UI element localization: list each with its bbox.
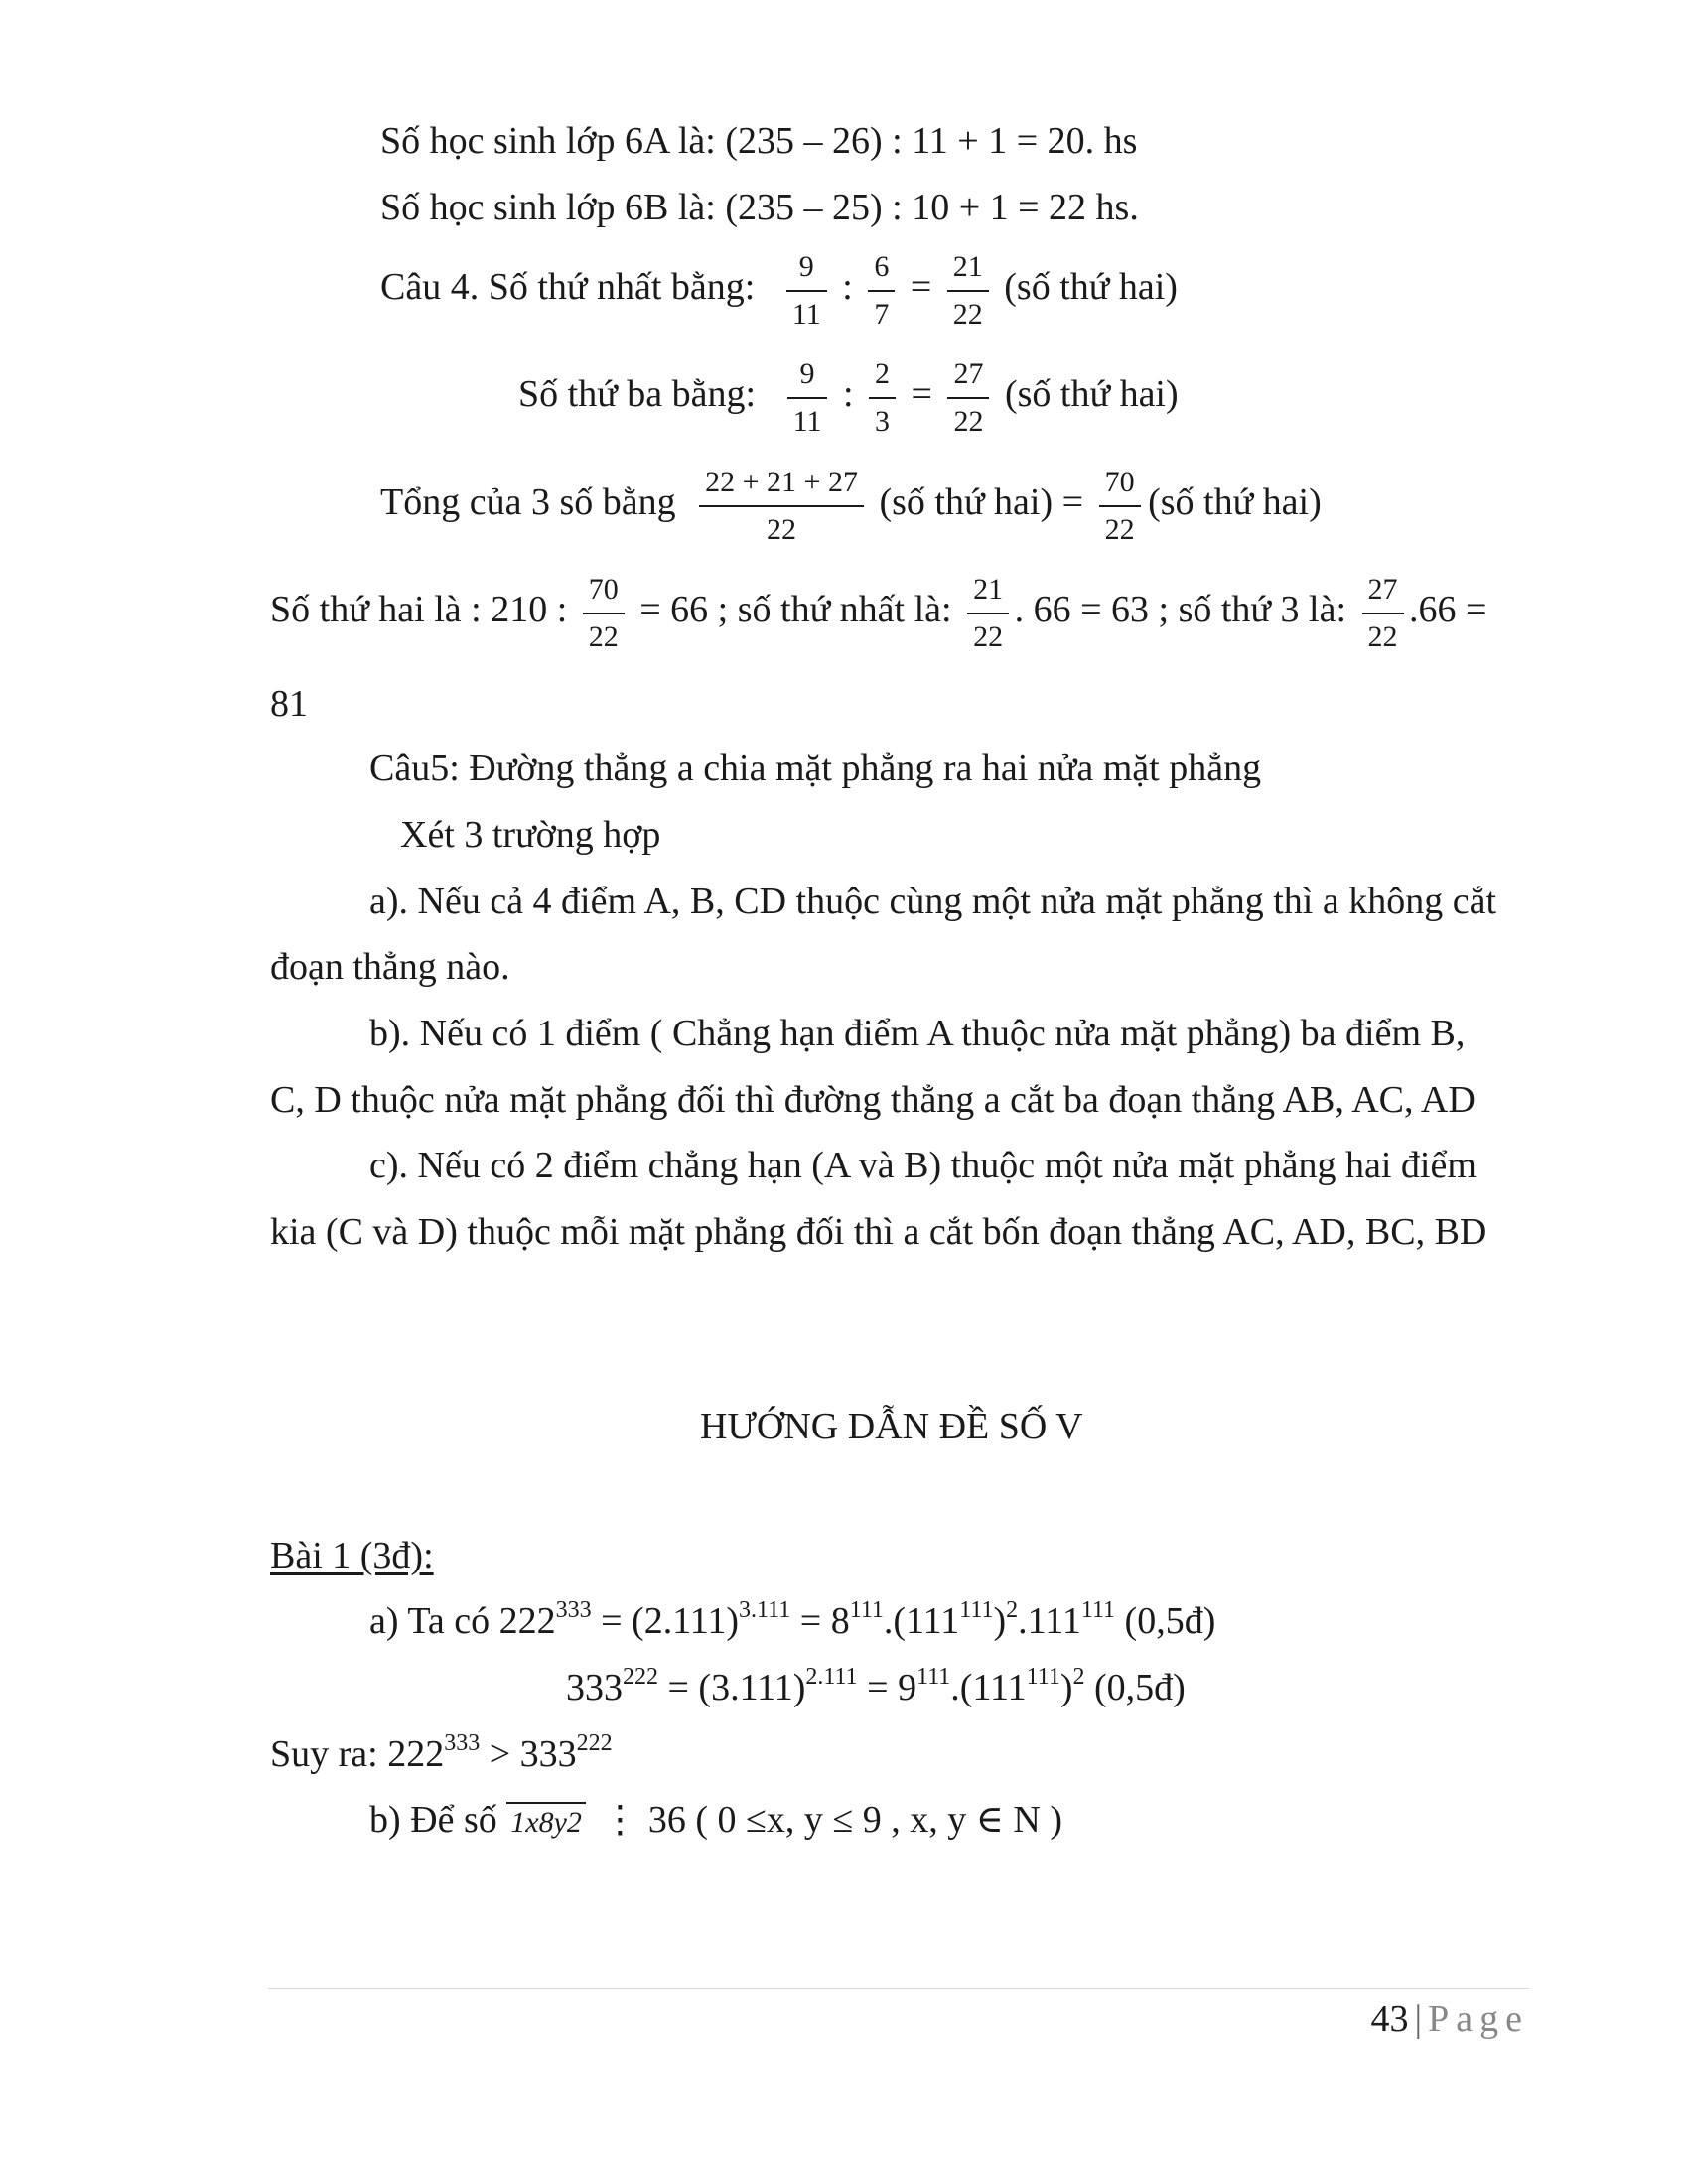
line-6b: Số học sinh lớp 6B là: (235 – 25) : 10 + 1 = 22 hs.: [380, 187, 1139, 228]
fraction-num: 27: [947, 355, 989, 399]
expr: ): [993, 1600, 1007, 1642]
fraction-den: 22: [973, 619, 1004, 653]
b-lead: b) Để số: [369, 1799, 497, 1841]
tong-mid: (số thứ hai) =: [879, 481, 1084, 524]
fraction-num: 6: [868, 248, 895, 292]
fraction-21-22: [947, 248, 989, 333]
fraction-den: 22: [767, 512, 797, 546]
fraction-9-11: [786, 248, 827, 333]
fraction-den: 22: [588, 619, 619, 653]
section-heading: HƯỚNG DẪN ĐỀ SỐ V: [700, 1406, 1083, 1447]
exponent: 111: [959, 1597, 994, 1623]
bai1-b-condition: [369, 1801, 1062, 1839]
fraction-sum: [699, 464, 864, 548]
fraction-num: 27: [1362, 571, 1404, 614]
colon: :: [842, 266, 853, 309]
case-a-line1: a). Nếu cả 4 điểm A, B, CD thuộc cùng một nửa mặt phẳng thì a không cắt: [369, 881, 1497, 922]
value-81: 81: [270, 683, 308, 725]
exponent: 222: [623, 1664, 658, 1690]
bai1a-lead: a) Ta có 222: [369, 1600, 556, 1642]
page-footer: [1371, 1997, 1529, 2041]
exponent: 111: [849, 1597, 884, 1623]
tong-end: (số thứ hai): [1148, 481, 1322, 524]
b-tail: ⋮ 36 ( 0 ≤x, y ≤ 9 , x, y ∈ N ): [601, 1799, 1062, 1841]
fraction-70-22: [1099, 464, 1141, 548]
case-a-line2: đoạn thẳng nào.: [270, 946, 510, 988]
fraction-num: 2: [869, 355, 896, 399]
expr: = 8: [790, 1600, 850, 1642]
page-number: 43: [1370, 1998, 1409, 2040]
exponent: 2: [1072, 1664, 1085, 1690]
fraction-den: 3: [875, 404, 891, 438]
exponent: 111: [916, 1664, 951, 1690]
expr: .(111: [950, 1667, 1027, 1708]
cau5-line: Câu5: Đường thẳng a chia mặt phẳng ra hai nửa mặt phẳng: [369, 748, 1262, 789]
tong-label: Tổng của 3 số bằng: [380, 481, 676, 524]
so-thu-ba-line: [518, 355, 1179, 440]
fraction-den: 22: [1367, 619, 1398, 653]
case-b-line2: C, D thuộc nửa mặt phẳng đối thì đường thẳng a cắt ba đoạn thẳng AB, AC, AD: [270, 1079, 1476, 1121]
fraction-21-22: [967, 571, 1009, 655]
exponent: 2: [1006, 1597, 1019, 1623]
bai1-b-line: [566, 1664, 1186, 1708]
fraction-den: 22: [953, 404, 984, 438]
fraction-num: 9: [787, 355, 828, 399]
bai1b-lead: 333: [566, 1667, 623, 1708]
fraction-num: 22 + 21 + 27: [699, 464, 864, 507]
expr: .111: [1018, 1600, 1081, 1642]
expr: ): [1059, 1667, 1073, 1708]
fraction-num: 70: [1099, 464, 1141, 507]
bai1-label: Bài 1 (3đ):: [270, 1535, 434, 1576]
exponent: 2.111: [805, 1664, 858, 1690]
fraction-6-7: [868, 248, 895, 333]
line-6a: Số học sinh lớp 6A là: (235 – 26) : 11 + 1 = 20. hs: [380, 120, 1138, 162]
case-c-line1: c). Nếu có 2 điểm chẳng hạn (A và B) thuộc một nửa mặt phẳng hai điểm: [369, 1145, 1477, 1186]
exponent: 111: [1026, 1664, 1060, 1690]
sth-end: .66 =: [1409, 589, 1487, 631]
overlined-number: 1x8y2: [506, 1802, 586, 1839]
so-thu-hai-line: [270, 571, 1486, 655]
case-c-line2: kia (C và D) thuộc mỗi mặt phẳng đối thì a cắt bốn đoạn thẳng AC, AD, BC, BD: [270, 1211, 1487, 1253]
sth-label: Số thứ hai là : 210 :: [270, 589, 568, 631]
exponent: 333: [444, 1730, 481, 1756]
fraction-num: 9: [786, 248, 827, 292]
sth-mid1: = 66 ; số thứ nhất là:: [639, 589, 952, 631]
exponent: 111: [1080, 1597, 1116, 1623]
fraction-9-11: [787, 355, 828, 440]
so-thu-hai: (số thứ hai): [1004, 266, 1178, 309]
equals: =: [910, 266, 932, 309]
score: (0,5đ): [1084, 1667, 1186, 1708]
exponent: 222: [576, 1730, 613, 1756]
fraction-den: 22: [1104, 512, 1135, 546]
suy-ra-lead: Suy ra: 222: [270, 1733, 445, 1775]
footer-divider: [268, 1988, 1529, 1989]
xet-line: Xét 3 trường hợp: [400, 814, 661, 856]
cau4-label: Câu 4. Số thứ nhất bằng:: [380, 266, 756, 309]
equals: =: [911, 373, 932, 416]
cau4-line: [380, 248, 1178, 333]
bai1-a-line: [369, 1597, 1216, 1642]
sth-mid2: . 66 = 63 ; số thứ 3 là:: [1014, 589, 1347, 631]
score: (0,5đ): [1115, 1600, 1216, 1642]
fraction-70-22: [583, 571, 625, 655]
case-b-line1: b). Nếu có 1 điểm ( Chẳng hạn điểm A thuộc nửa mặt phẳng) ba điểm B,: [369, 1013, 1466, 1054]
suy-ra-line: [270, 1730, 613, 1775]
colon: :: [842, 373, 854, 416]
footer-separator: |: [1414, 1998, 1423, 2040]
expr: = 9: [857, 1667, 917, 1708]
expr: = (2.111): [591, 1600, 740, 1642]
page-word: Page: [1428, 1998, 1529, 2040]
fraction-27-22: [947, 355, 989, 440]
fraction-num: 21: [947, 248, 989, 292]
fraction-27-22: [1362, 571, 1404, 655]
fraction-den: 7: [874, 297, 890, 331]
fraction-den: 22: [952, 297, 983, 331]
fraction-num: 70: [583, 571, 625, 614]
so-thu-ba-label: Số thứ ba bằng:: [518, 373, 757, 416]
fraction-2-3: [869, 355, 896, 440]
fraction-den: 11: [791, 297, 821, 331]
tong-line: [380, 464, 1322, 548]
expr: .(111: [883, 1600, 960, 1642]
expr: > 333: [480, 1733, 577, 1775]
exponent: 3.111: [739, 1597, 791, 1623]
fraction-den: 11: [792, 404, 822, 438]
fraction-num: 21: [967, 571, 1009, 614]
so-thu-hai: (số thứ hai): [1004, 373, 1179, 416]
expr: = (3.111): [658, 1667, 806, 1708]
exponent: 333: [555, 1597, 592, 1623]
